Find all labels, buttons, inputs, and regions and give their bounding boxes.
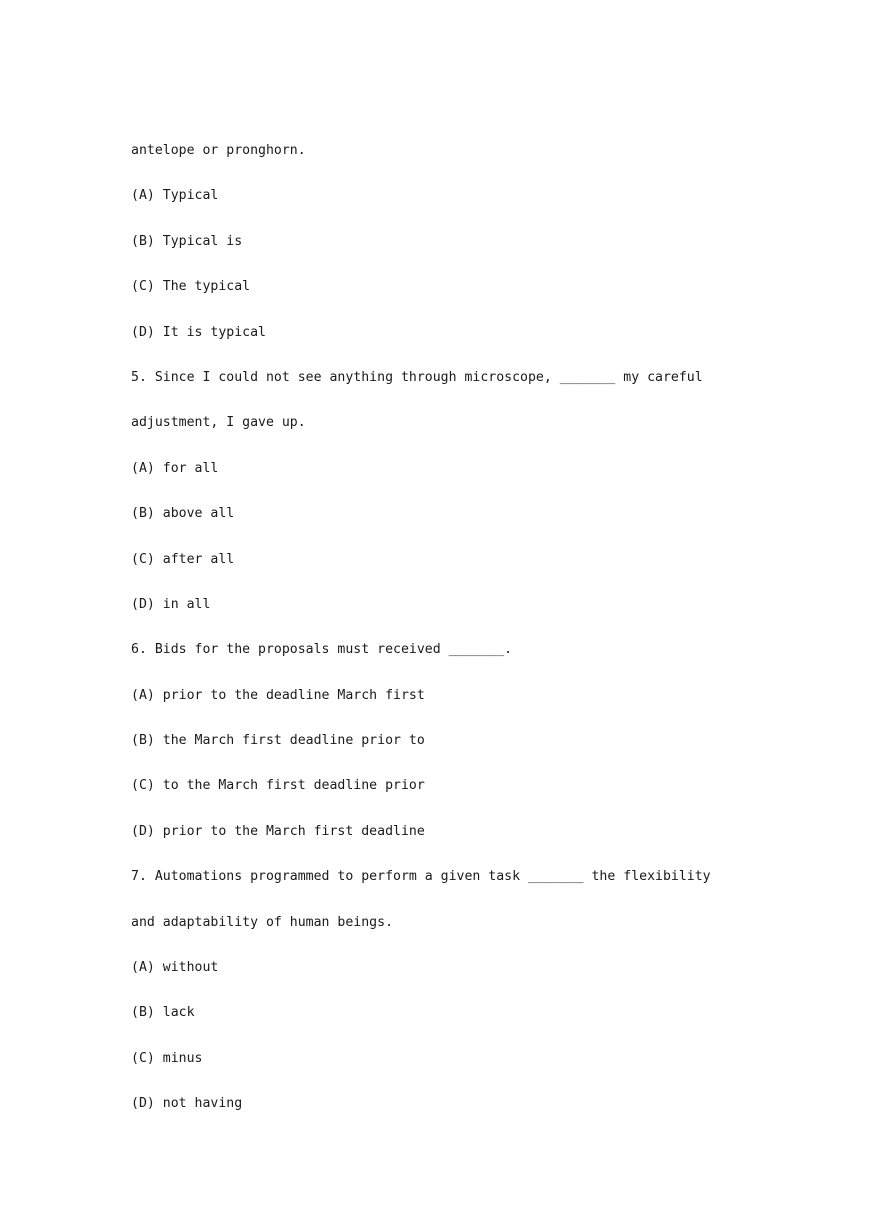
question-7-stem: 7. Automations programmed to perform a given task _______ the flexibility — [131, 869, 711, 885]
question-4-option-a: (A) Typical — [131, 188, 219, 204]
question-6-option-d: (D) prior to the March first deadline — [131, 823, 425, 839]
question-4-option-b: (B) Typical is — [131, 233, 243, 249]
question-text-block — [131, 128, 751, 1127]
question-5-option-c: (C) after all — [131, 551, 235, 567]
question-6-stem: 6. Bids for the proposals must received _______. — [131, 642, 513, 658]
question-5-option-b: (B) above all — [131, 506, 235, 522]
question-7-option-c: (C) minus — [131, 1050, 203, 1066]
question-4-option-c: (C) The typical — [131, 279, 251, 295]
question-6-option-a: (A) prior to the deadline March first — [131, 687, 425, 703]
question-7-option-d: (D) not having — [131, 1096, 243, 1112]
question-4-option-d: (D) It is typical — [131, 324, 266, 340]
question-6-option-c: (C) to the March first deadline prior — [131, 778, 425, 794]
question-6-option-b: (B) the March first deadline prior to — [131, 733, 425, 749]
question-5-stem-continuation: adjustment, I gave up. — [131, 415, 306, 431]
question-5-option-a: (A) for all — [131, 460, 219, 476]
question-7-option-a: (A) without — [131, 960, 219, 976]
question-5-option-d: (D) in all — [131, 596, 211, 612]
question-4-continuation: antelope or pronghorn. — [131, 143, 306, 158]
question-7-option-b: (B) lack — [131, 1005, 195, 1021]
question-7-stem-continuation: and adaptability of human beings. — [131, 914, 394, 930]
question-5-stem: 5. Since I could not see anything through microscope, _______ my careful — [131, 369, 703, 385]
